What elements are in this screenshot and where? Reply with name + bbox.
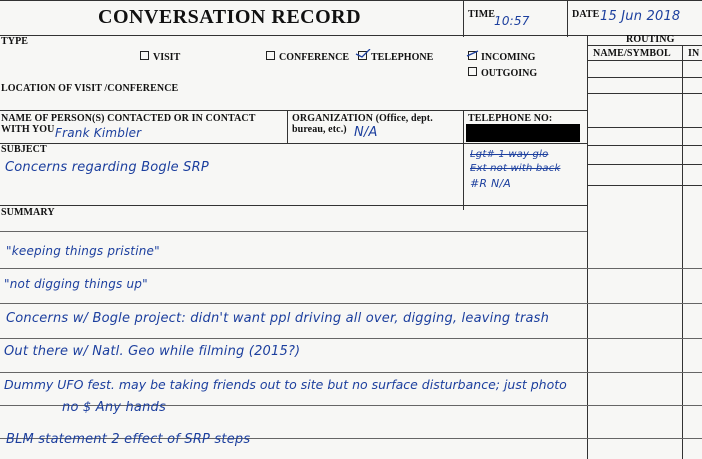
summary-line-7: BLM statement 2 effect of SRP steps — [6, 432, 251, 447]
org-value: N/A — [354, 125, 378, 140]
ruled-line — [0, 268, 702, 269]
name-value: Frank Kimbler — [55, 126, 142, 140]
incoming-option[interactable]: INCOMING — [468, 51, 535, 63]
conference-option[interactable]: CONFERENCE — [266, 51, 349, 63]
ruled-line — [0, 303, 702, 304]
routing-col2: IN — [688, 48, 700, 59]
routing-label: ROUTING — [626, 34, 675, 45]
subject-value: Concerns regarding Bogle SRP — [5, 160, 209, 175]
routing-col1: NAME/SYMBOL — [593, 48, 671, 59]
org-divider — [287, 110, 288, 143]
summary-line-1: "keeping things pristine" — [6, 244, 160, 258]
subject-label: SUBJECT — [1, 144, 47, 155]
org-label-2: bureau, etc.) — [292, 124, 347, 135]
routing-row-line — [587, 77, 702, 78]
time-label: TIME — [468, 9, 496, 20]
telephone-option[interactable]: TELEPHONE — [358, 51, 433, 63]
visit-checkbox[interactable] — [140, 51, 149, 60]
summary-rule — [0, 205, 587, 206]
routing-rule — [587, 45, 702, 46]
form-title: CONVERSATION RECORD — [98, 6, 362, 28]
routing-row-line — [587, 60, 702, 61]
phone-divider — [463, 110, 464, 210]
name-label: NAME OF PERSON(S) CONTACTED OR IN CONTACT — [1, 113, 256, 124]
summary-line-3: Concerns w/ Bogle project: didn't want ppl driving all over, digging, leaving trash — [6, 311, 550, 326]
phone-strike-1: Lgt# 1 way glo — [470, 149, 549, 160]
phone-label: TELEPHONE NO: — [468, 113, 553, 124]
time-divider — [463, 0, 464, 37]
date-value: 15 Jun 2018 — [600, 9, 681, 24]
ruled-line — [0, 231, 587, 232]
redacted-phone — [466, 124, 580, 142]
summary-line-2: "not digging things up" — [4, 277, 148, 291]
routing-row-line — [587, 93, 702, 94]
subject-rule — [0, 143, 587, 144]
routing-divider — [587, 35, 588, 459]
conference-checkbox[interactable] — [266, 51, 275, 60]
summary-label: SUMMARY — [1, 207, 55, 218]
org-label: ORGANIZATION (Office, dept. — [292, 113, 433, 124]
routing-row-line — [587, 185, 702, 186]
visit-option[interactable]: VISIT — [140, 51, 180, 63]
top-rule — [0, 0, 702, 1]
phone-strike-2: Ext not with back — [470, 163, 561, 174]
routing-row-line — [587, 145, 702, 146]
outgoing-checkbox[interactable] — [468, 67, 477, 76]
summary-line-6: no $ Any hands — [62, 400, 166, 415]
ruled-line — [0, 338, 702, 339]
date-divider — [567, 0, 568, 37]
header-rule — [0, 35, 702, 36]
contact-rule — [0, 110, 587, 111]
routing-row-line — [587, 164, 702, 165]
routing-row-line — [587, 127, 702, 128]
outgoing-option[interactable]: OUTGOING — [468, 67, 537, 79]
incoming-checkbox[interactable] — [468, 51, 477, 60]
name-label-2: WITH YOU — [1, 124, 55, 135]
date-label: DATE — [572, 9, 600, 20]
phone-note: #R N/A — [470, 177, 512, 190]
routing-col-divider — [682, 45, 683, 459]
location-label: LOCATION OF VISIT /CONFERENCE — [1, 83, 179, 94]
check-mark-icon — [466, 50, 480, 60]
summary-line-4: Out there w/ Natl. Geo while filming (2015?) — [4, 344, 301, 359]
type-label: TYPE — [1, 36, 29, 47]
check-mark-icon — [355, 49, 371, 59]
telephone-checkbox[interactable] — [358, 51, 367, 60]
time-value: 10:57 — [494, 14, 530, 28]
summary-line-5: Dummy UFO fest. may be taking friends out to site but no surface disturbance; just photo — [4, 377, 567, 392]
ruled-line — [0, 372, 702, 373]
